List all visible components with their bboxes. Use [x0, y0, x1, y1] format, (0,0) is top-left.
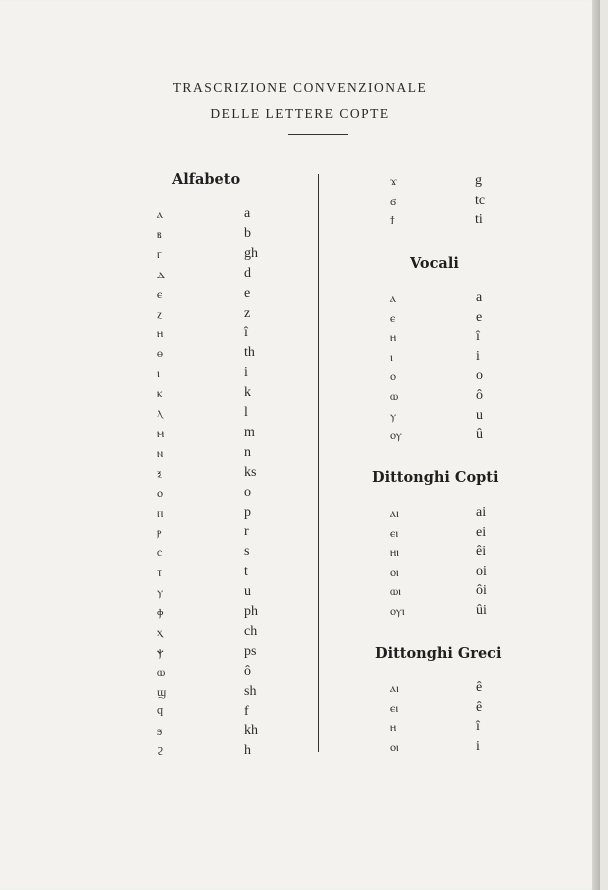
- transliteration: ks: [244, 464, 257, 480]
- transliteration: h: [244, 743, 251, 759]
- transliteration: ph: [244, 604, 258, 619]
- transliteration: êi: [476, 544, 487, 559]
- coptic-letter: ϭ: [390, 193, 397, 208]
- column-divider: [318, 174, 319, 752]
- transliteration: î: [476, 719, 480, 734]
- transliteration: u: [244, 584, 251, 600]
- transliteration: l: [244, 405, 248, 420]
- alphabet-heading: Alfabeto: [172, 171, 241, 188]
- coptic-letter: ⲉⲓ: [390, 525, 399, 540]
- coptic-letter: ⲁ: [157, 207, 163, 221]
- coptic-letter: ⲏⲓ: [390, 545, 399, 559]
- coptic-letter: ⲫ: [157, 605, 164, 619]
- transliteration: oi: [476, 563, 487, 579]
- coptic-letter: ⲛ: [157, 445, 164, 460]
- coptic-letter: ϩ: [157, 744, 164, 759]
- coptic-letter: ⲓ: [390, 349, 393, 364]
- coptic-letter: ⲏ: [390, 330, 397, 345]
- transliteration: ch: [244, 623, 258, 639]
- coptic-letter: ⲩ: [390, 408, 397, 423]
- transliteration: gh: [244, 245, 258, 261]
- coptic-letter: ⲉ: [390, 310, 396, 325]
- transliteration: t: [244, 564, 248, 580]
- coptic-letter: ⲁⲓ: [390, 506, 399, 520]
- coptic-letter: ⲏ: [157, 326, 164, 341]
- title-underline: [288, 134, 348, 135]
- transliteration: o: [244, 484, 251, 500]
- transliteration: î: [244, 325, 248, 341]
- coptic-letter: ⲙ: [157, 425, 165, 440]
- coptic-letter: ϧ: [157, 724, 163, 739]
- coptic-letter: ⲣ: [157, 525, 162, 540]
- coptic-letter: ⲡ: [157, 505, 164, 520]
- transliteration: p: [244, 504, 251, 520]
- coptic-letter: ⲟ: [390, 369, 396, 384]
- coptic-letter: ⲟⲩ: [390, 428, 402, 443]
- coptic-letter: ⲱⲓ: [390, 584, 402, 598]
- coptic-letter: ϫ: [390, 174, 397, 188]
- transliteration: ô: [244, 663, 251, 679]
- transliteration: e: [244, 285, 251, 301]
- coptic-letter: ⲱ: [390, 389, 399, 403]
- coptic-letter: ⲓ: [157, 366, 160, 381]
- transliteration: r: [244, 524, 249, 540]
- coptic-letter: ϯ: [390, 213, 395, 227]
- transliteration: sh: [244, 683, 257, 699]
- coptic-letter: ⲟⲓ: [390, 739, 399, 754]
- transliteration: o: [476, 368, 483, 384]
- coptic-letter: ⲭ: [157, 624, 163, 639]
- coptic-diphthongs-heading: Dittonghi Copti: [372, 469, 499, 486]
- page-title-line-2: DELLE LETTERE COPTE: [210, 106, 390, 121]
- coptic-letter: ⲕ: [157, 386, 163, 401]
- coptic-letter: ⲇ: [157, 266, 166, 281]
- transliteration: ai: [476, 505, 487, 520]
- transliteration: tc: [475, 192, 486, 208]
- coptic-letter: ⲥ: [157, 545, 163, 560]
- transliteration: u: [476, 407, 483, 423]
- transliteration: d: [244, 265, 251, 281]
- transliteration: ti: [475, 212, 483, 227]
- coptic-letter: ⲅ: [157, 246, 163, 261]
- coptic-letter: ⲟ: [157, 485, 163, 500]
- transliteration: th: [244, 345, 255, 361]
- transliteration: û: [476, 427, 483, 443]
- coptic-letter: ⲉⲓ: [390, 700, 399, 715]
- transliteration: g: [475, 173, 482, 188]
- transliteration: ê: [476, 699, 483, 715]
- vowels-heading: Vocali: [410, 255, 459, 272]
- coptic-letter: ⲁⲓ: [390, 681, 399, 695]
- page-edge-shadow: [592, 0, 600, 890]
- greek-diphthongs-heading: Dittonghi Greci: [375, 645, 502, 662]
- coptic-letter: ϣ: [157, 684, 167, 699]
- transliteration: ps: [244, 643, 257, 659]
- transliteration: ôi: [476, 583, 487, 598]
- transliteration: ei: [476, 524, 487, 540]
- page-title-line-1: TRASCRIZIONE CONVENZIONALE: [172, 80, 428, 95]
- transliteration: z: [244, 305, 251, 321]
- transliteration: i: [476, 348, 480, 364]
- coptic-letter: ⲏ: [390, 720, 397, 734]
- coptic-letter: ⲗ: [157, 406, 163, 420]
- transliteration: ûi: [476, 602, 487, 618]
- coptic-letter: ⲝ: [157, 465, 162, 480]
- coptic-letter: ⲧ: [157, 565, 163, 580]
- coptic-letter: ⲑ: [157, 346, 163, 361]
- coptic-letter: ⲯ: [157, 644, 164, 659]
- transliteration: a: [476, 290, 483, 305]
- transliteration: f: [244, 703, 249, 719]
- coptic-letter: ⲱ: [157, 664, 166, 679]
- coptic-letter: ⲟⲩⲓ: [390, 603, 405, 618]
- transliteration: ô: [476, 388, 483, 403]
- transliteration: a: [244, 206, 251, 221]
- coptic-letter: ϥ: [157, 704, 164, 719]
- coptic-letter: ⲉ: [157, 286, 163, 301]
- coptic-letter: ⲍ: [157, 306, 162, 321]
- transliteration: î: [476, 329, 480, 345]
- coptic-letter: ⲃ: [157, 226, 162, 241]
- coptic-letter: ⲁ: [390, 291, 396, 305]
- transliteration: k: [244, 385, 251, 401]
- transliteration: i: [476, 738, 480, 754]
- transliteration: b: [244, 225, 251, 241]
- transliteration: i: [244, 365, 248, 381]
- transliteration: e: [476, 309, 483, 325]
- transliteration: m: [244, 424, 255, 440]
- transliteration: ê: [476, 680, 483, 695]
- transliteration: kh: [244, 723, 258, 739]
- transliteration: n: [244, 444, 251, 460]
- transliteration: s: [244, 544, 250, 560]
- coptic-letter: ⲟⲓ: [390, 564, 399, 579]
- coptic-letter: ⲩ: [157, 585, 164, 600]
